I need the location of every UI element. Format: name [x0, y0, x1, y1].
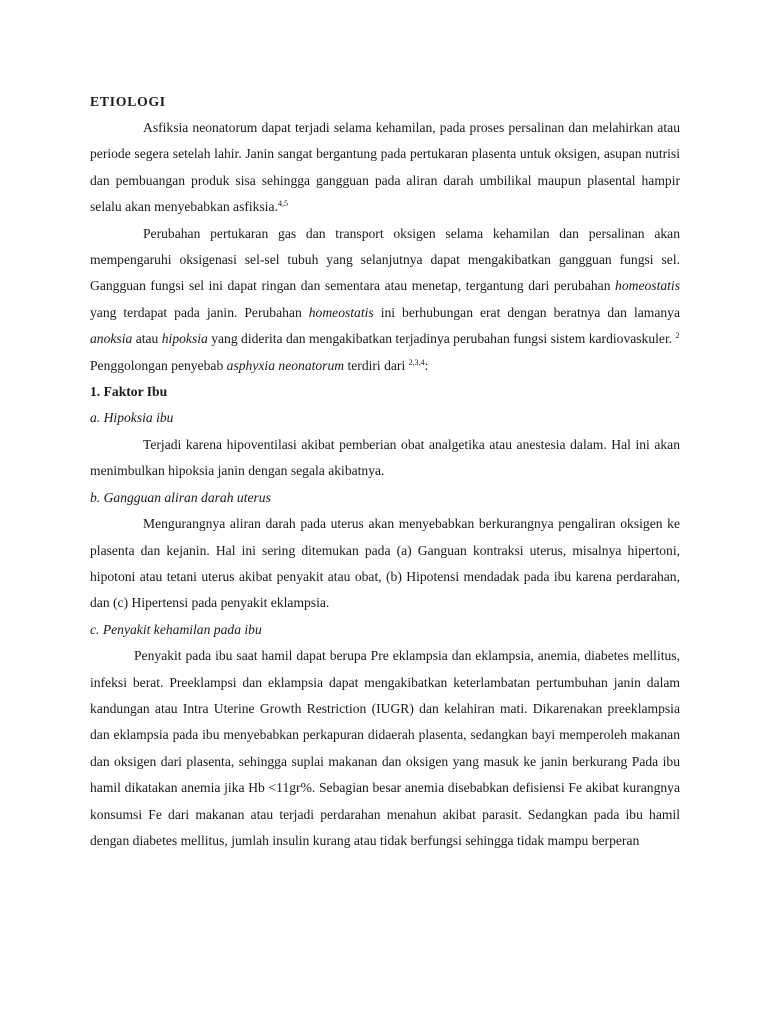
document-body [90, 88, 680, 854]
text-run: yang terdapat pada janin. Perubahan [90, 304, 309, 320]
section-title-faktor-ibu: 1. Faktor Ibu [90, 384, 168, 400]
subheading-penyakit-kehamilan: c. Penyakit kehamilan pada ibu [90, 621, 262, 637]
citation-ref: 2 [675, 331, 680, 341]
paragraph-intro [90, 115, 680, 221]
text-run: Perubahan pertukaran gas dan transport oksigen selama kehamilan dan persalinan akan mempengaruhi oksigenasi sel-sel tubuh yang selanjutnya dapat mengakibatkan gangguan fungsi sel. Gangguan fungsi sel ini dapat ringan dan sementara atau menetap, tergantung dari perubahan [90, 225, 680, 294]
subheading-aliran-darah: b. Gangguan aliran darah uterus [90, 489, 271, 505]
text-run: terdiri dari [344, 357, 409, 373]
text-run: ini berhubungan erat dengan beratnya dan lamanya [373, 304, 681, 320]
italic-term: homeostatis [308, 304, 374, 320]
section-heading: ETIOLOGI [90, 94, 166, 109]
paragraph-gas-exchange [90, 221, 680, 353]
text-run: : [424, 357, 429, 373]
text-run: atau [132, 331, 162, 347]
italic-term: anoksia [90, 331, 133, 347]
text-run: yang diderita dan mengakibatkan terjadinya perubahan fungsi sistem kardiovaskuler. [207, 331, 676, 347]
paragraph-intro-text: Asfiksia neonatorum dapat terjadi selama kehamilan, pada proses persalinan dan melahirkan atau periode segera setelah lahir. Janin sangat bergantung pada pertukaran plasenta untuk oksigen, asupan nutrisi dan pembuangan produk sisa sehingga gangguan pada aliran darah umbilikal maupun plasental hampir selalu akan menyebabkan asfiksia. [90, 120, 680, 215]
italic-term: homeostatis [615, 278, 680, 294]
paragraph-classification [90, 353, 680, 379]
italic-term: asphyxia neonatorum [226, 357, 345, 373]
paragraph-hipoksia-ibu: Terjadi karena hipoventilasi akibat pemberian obat analgetika atau anestesia dalam. Hal ini akan menimbulkan hipoksia janin dengan segala akibatnya. [90, 436, 680, 479]
citation-ref: 2,3,4 [408, 357, 425, 367]
italic-term: hipoksia [161, 331, 208, 347]
subheading-hipoksia-ibu: a. Hipoksia ibu [90, 410, 174, 426]
paragraph-aliran-darah: Mengurangnya aliran darah pada uterus akan menyebabkan berkurangnya pengaliran oksigen ke plasenta dan kejanin. Hal ini sering ditemukan pada (a) Ganguan kontraksi uterus, misalnya hipertoni, hipotoni atau tetani uterus akibat penyakit atau obat, (b) Hipotensi mendadak pada ibu karena perdarahan, dan (c) Hipertensi pada penyakit eklampsia. [90, 516, 680, 611]
text-run: Penggolongan penyebab [90, 357, 227, 373]
citation-ref: 4,5 [277, 199, 288, 209]
paragraph-penyakit-kehamilan: Penyakit pada ibu saat hamil dapat berupa Pre eklampsia dan eklampsia, anemia, diabetes mellitus, infeksi berat. Preeklampsi dan eklampsia dapat mengakibatkan keterlambatan pertumbuhan janin dalam kandungan atau Intra Uterine Growth Restriction (IUGR) dan kelahiran mati. Dikarenakan preeklampsia dan eklampsia pada ibu menyebabkan perkapuran didaerah plasenta, sedangkan bayi memperoleh makanan dan oksigen dari plasenta, sehingga suplai makanan dan oksigen yang masuk ke janin berkurang Pada ibu hamil dikatakan anemia jika Hb <11gr%. Sebagian besar anemia disebabkan defisiensi Fe akibat kurangnya konsumsi Fe dari makanan atau terjadi perdarahan menahun akibat parasit. Sedangkan pada ibu hamil dengan diabetes mellitus, jumlah insulin kurang atau tidak berfungsi sehingga tidak mampu berperan [90, 648, 680, 848]
